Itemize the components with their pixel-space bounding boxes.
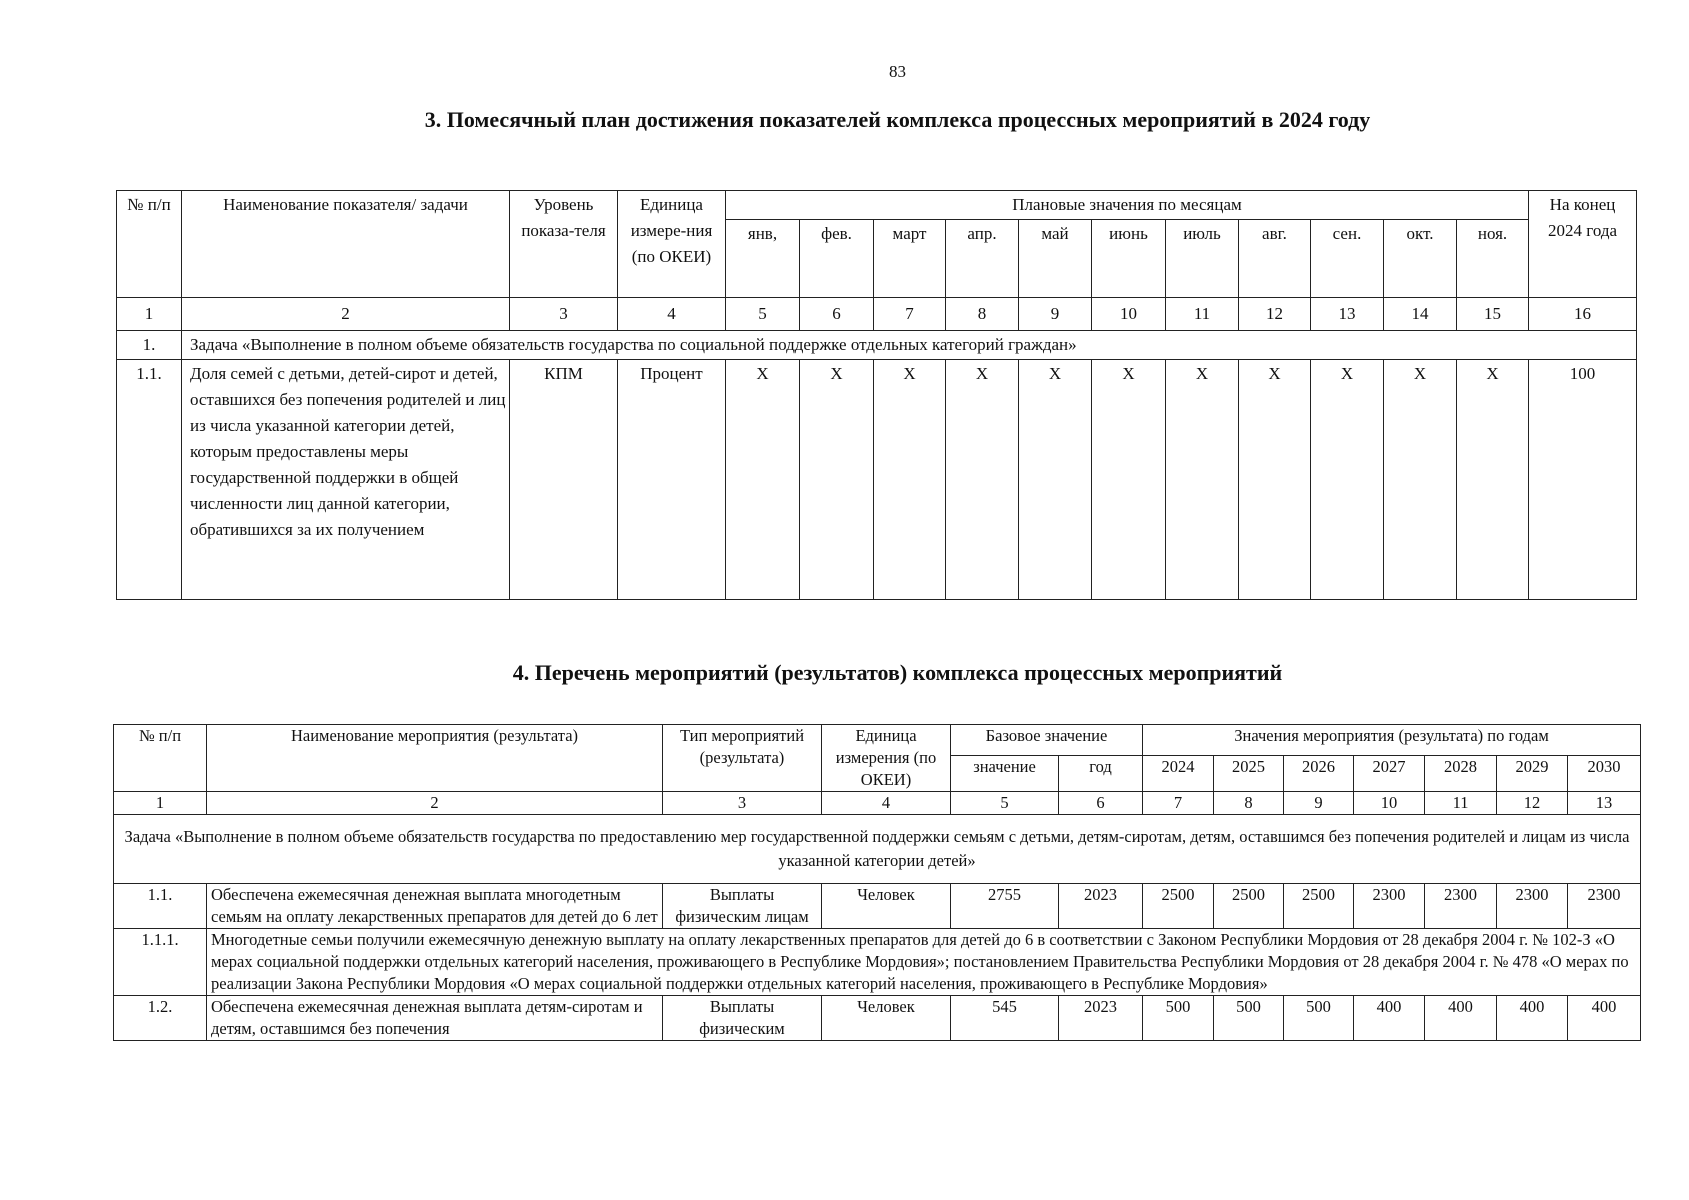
col-number: 6	[800, 298, 874, 331]
header-num: № п/п	[114, 725, 207, 792]
year-header: 2030	[1568, 756, 1641, 792]
month-header: окт.	[1384, 220, 1457, 298]
col-number: 14	[1384, 298, 1457, 331]
row-year-value: 500	[1143, 996, 1214, 1041]
header-monthly: Плановые значения по месяцам	[726, 191, 1529, 220]
row-year-value: 2300	[1354, 884, 1425, 929]
month-header: май	[1019, 220, 1092, 298]
row-name: Обеспечена ежемесячная денежная выплата детям-сиротам и детям, оставшимся без попечения	[207, 996, 663, 1041]
header-by-years: Значения мероприятия (результата) по годам	[1143, 725, 1641, 756]
col-number: 4	[822, 792, 951, 815]
year-header: 2025	[1214, 756, 1284, 792]
row-year-value: 2300	[1568, 884, 1641, 929]
year-header: 2029	[1497, 756, 1568, 792]
col-number: 2	[207, 792, 663, 815]
col-number: 1	[114, 792, 207, 815]
header-name: Наименование показателя/ задачи	[182, 191, 510, 298]
col-number: 5	[951, 792, 1059, 815]
header-name: Наименование мероприятия (результата)	[207, 725, 663, 792]
row-num: 1.1.	[114, 884, 207, 929]
col-number: 10	[1092, 298, 1166, 331]
row-year-value: 400	[1354, 996, 1425, 1041]
row-base-year: 2023	[1059, 884, 1143, 929]
row-name: Обеспечена ежемесячная денежная выплата многодетным семьям на оплату лекарственных препаратов для детей до 6 лет	[207, 884, 663, 929]
row-end-value: 100	[1529, 360, 1637, 600]
row-month-value: X	[1384, 360, 1457, 600]
task-text: Задача «Выполнение в полном объеме обязательств государства по предоставлению мер государственной поддержки семьям с детьми, детям-сиротам, детям, оставшимся без попечения родителей и лицам из числа указанной категории детей»	[114, 815, 1641, 884]
header-type: Тип мероприятий (результата)	[663, 725, 822, 792]
month-header: март	[874, 220, 946, 298]
col-number: 10	[1354, 792, 1425, 815]
row-year-value: 400	[1425, 996, 1497, 1041]
month-header: июль	[1166, 220, 1239, 298]
header-base-year: год	[1059, 756, 1143, 792]
task-text: Задача «Выполнение в полном объеме обязательств государства по социальной поддержке отдельных категорий граждан»	[182, 331, 1637, 360]
row-unit: Процент	[618, 360, 726, 600]
col-number: 8	[1214, 792, 1284, 815]
row-num: 1.2.	[114, 996, 207, 1041]
task-num: 1.	[117, 331, 182, 360]
section-3-title: 3. Помесячный план достижения показателей комплекса процессных мероприятий в 2024 году	[424, 107, 1371, 132]
row-month-value: X	[874, 360, 946, 600]
header-end: На конец 2024 года	[1529, 191, 1637, 298]
row-type: Выплаты физическим лицам	[663, 884, 822, 929]
row-num: 1.1.	[117, 360, 182, 600]
col-number: 7	[874, 298, 946, 331]
row-level: КПМ	[510, 360, 618, 600]
header-base: Базовое значение	[951, 725, 1143, 756]
row-year-value: 400	[1568, 996, 1641, 1041]
header-unit: Единица измере-ния (по ОКЕИ)	[618, 191, 726, 298]
activities-table	[113, 724, 1641, 1041]
row-month-value: X	[1239, 360, 1311, 600]
row-year-value: 400	[1497, 996, 1568, 1041]
col-number: 9	[1019, 298, 1092, 331]
row-year-value: 2500	[1143, 884, 1214, 929]
row-num: 1.1.1.	[114, 929, 207, 996]
row-month-value: X	[1019, 360, 1092, 600]
header-unit: Единица измерения (по ОКЕИ)	[822, 725, 951, 792]
row-year-value: 500	[1284, 996, 1354, 1041]
year-header: 2028	[1425, 756, 1497, 792]
row-base-value: 2755	[951, 884, 1059, 929]
row-base-value: 545	[951, 996, 1059, 1041]
col-number: 3	[663, 792, 822, 815]
col-number: 6	[1059, 792, 1143, 815]
row-unit: Человек	[822, 996, 951, 1041]
section-4-title: 4. Перечень мероприятий (результатов) комплекса процессных мероприятий	[512, 660, 1283, 685]
month-header: июнь	[1092, 220, 1166, 298]
col-number: 9	[1284, 792, 1354, 815]
col-number: 16	[1529, 298, 1637, 331]
row-month-value: X	[946, 360, 1019, 600]
row-unit: Человек	[822, 884, 951, 929]
month-header: авг.	[1239, 220, 1311, 298]
col-number: 4	[618, 298, 726, 331]
year-header: 2024	[1143, 756, 1214, 792]
col-number: 3	[510, 298, 618, 331]
col-number: 15	[1457, 298, 1529, 331]
month-header: апр.	[946, 220, 1019, 298]
row-name: Доля семей с детьми, детей-сирот и детей, оставшихся без попечения родителей и лиц из числа указанной категории детей, которым предоставлены меры государственной поддержки в общей численности лиц данной категории, обратившихся за их получением	[182, 360, 510, 600]
col-number: 1	[117, 298, 182, 331]
col-number: 7	[1143, 792, 1214, 815]
row-year-value: 2300	[1425, 884, 1497, 929]
header-base-value: значение	[951, 756, 1059, 792]
col-number: 13	[1311, 298, 1384, 331]
row-month-value: X	[1457, 360, 1529, 600]
row-year-value: 2500	[1214, 884, 1284, 929]
row-text: Многодетные семьи получили ежемесячную денежную выплату на оплату лекарственных препаратов для детей до 6 в соответствии с Законом Республики Мордовия от 28 декабря 2004 г. № 102-З «О мерах социальной поддержки отдельных категорий населения, проживающего в Республике Мордовия»; постановлением Правительства Республики Мордовия от 28 декабря 2004 г. № 478 «О мерах по реализации Закона Республики Мордовия «О мерах социальной поддержки отдельных категорий населения, проживающего в Республике Мордовия»	[207, 929, 1641, 996]
row-year-value: 500	[1214, 996, 1284, 1041]
month-header: фев.	[800, 220, 874, 298]
header-num: № п/п	[117, 191, 182, 298]
month-header: сен.	[1311, 220, 1384, 298]
header-level: Уровень показа-теля	[510, 191, 618, 298]
row-month-value: X	[1166, 360, 1239, 600]
monthly-plan-table	[116, 190, 1637, 600]
page-number: 83	[889, 62, 906, 81]
col-number: 8	[946, 298, 1019, 331]
col-number: 12	[1239, 298, 1311, 331]
year-header: 2027	[1354, 756, 1425, 792]
row-month-value: X	[1311, 360, 1384, 600]
row-month-value: X	[726, 360, 800, 600]
month-header: ноя.	[1457, 220, 1529, 298]
row-month-value: X	[1092, 360, 1166, 600]
col-number: 11	[1166, 298, 1239, 331]
row-year-value: 2500	[1284, 884, 1354, 929]
col-number: 12	[1497, 792, 1568, 815]
month-header: янв,	[726, 220, 800, 298]
col-number: 13	[1568, 792, 1641, 815]
row-year-value: 2300	[1497, 884, 1568, 929]
col-number: 2	[182, 298, 510, 331]
col-number: 5	[726, 298, 800, 331]
row-type: Выплаты физическим	[663, 996, 822, 1041]
row-base-year: 2023	[1059, 996, 1143, 1041]
year-header: 2026	[1284, 756, 1354, 792]
row-month-value: X	[800, 360, 874, 600]
col-number: 11	[1425, 792, 1497, 815]
